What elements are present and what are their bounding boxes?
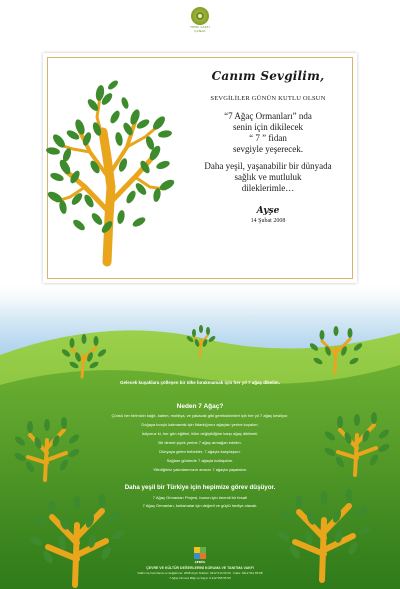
card-line: “7 Ağaç Ormanları” nda: [224, 111, 312, 121]
cekul-logo: [192, 547, 208, 564]
campaign-info: [40, 380, 360, 508]
campaign-paragraph: Bir demet çiçek yerine 7 ağaç armağan edelim.: [158, 439, 242, 445]
cekul-logo-caption: ÇEKÜL: [194, 560, 206, 564]
card-line: Daha yeşil, yaşanabilir bir dünyada: [204, 161, 332, 171]
tema-logo: [188, 7, 212, 37]
footer-contact: Vakfın ile hazırlama ve değiştirme: 2008 Arşiv Telefon: 0212 513 00 00 · Faks: 0212 512 86 88: [137, 571, 263, 575]
campaign-paragraph-2: 7 Ağaç Ormanları Projesi, bunun için önemli bir fırsat!: [152, 494, 248, 500]
greeting-card: [43, 53, 357, 283]
card-line: sevgiyle yeşerecek.: [233, 144, 303, 154]
footer-org: ÇEVRE VE KÜLTÜR DEĞERLERİNİ KORUMA VE TANITMA VAKFI: [146, 566, 254, 570]
card-line: sağlık ve mutluluk: [234, 172, 302, 182]
campaign-heading: Neden 7 Ağaç?: [176, 403, 224, 410]
card-subtitle: SEVGİLİLER GÜNÜN KUTLU OLSUN: [210, 95, 326, 102]
campaign-heading-2: Daha yeşil bir Türkiye için hepimize görev düşüyor.: [124, 484, 276, 492]
campaign-paragraph: Dünyaya gelen bebekler, 7 ağaçla karşılaşsın.: [159, 448, 241, 454]
campaign-intro: Gelecek kuşaklara çölleşen bir ülke bırakmamak için her yıl 7 ağaç dikelim.: [119, 380, 281, 385]
campaign-paragraph-2: 7 Ağaç Ormanları, kutlamalar için değerli ve güçlü hediye olacak.: [142, 503, 258, 509]
campaign-paragraph: Doğaya borçlu kalmamak için fidanlığımız ağaçları yerine koyalım.: [141, 422, 259, 428]
card-date: 14 Şubat 2008: [250, 218, 286, 224]
campaign-paragraph: Sağlam günlerde 7 ağaçla kutlaşalım.: [166, 457, 234, 463]
cekul-logo-icon: [193, 547, 207, 560]
card-signature: Ayşe: [256, 206, 280, 216]
campaign-paragraph: İstiyoruz ki, her gün eğitimi, iklim değişikliğine karşı ağaç dikilmeli.: [141, 431, 259, 437]
card-message-block-2: [183, 161, 353, 194]
footer-contact-2: 7 Ağaç Ormanı Bilgi ve Kayıt: 0 212 555 55 55: [169, 576, 231, 580]
tema-logo-caption: TEMA VAKFI: [190, 25, 210, 29]
tema-logo-icon: [191, 7, 209, 25]
card-message-block-1: [183, 111, 353, 155]
footer: [80, 566, 320, 580]
card-line: dileklerimle…: [241, 183, 295, 193]
card-line: senin için dikilecek: [233, 122, 303, 132]
card-message: [183, 63, 353, 224]
tema-logo-sub: ÇANAK: [194, 29, 206, 33]
card-line: “ 7 ” fidan: [249, 133, 287, 143]
tree-illustration: [45, 77, 175, 267]
campaign-paragraph: Yitirdiğimiz yakınlarımızın anısını 7 ağaçta yaşatalım.: [152, 466, 248, 472]
card-greeting: Canım Sevgilim,: [211, 69, 325, 83]
campaign-paragraph: Çünkü her birimizin kağıt, kalem, mobilya, ve yakacak gibi gereksinimleri için her yıl 7 ağaç kesiliyor.: [111, 413, 289, 419]
